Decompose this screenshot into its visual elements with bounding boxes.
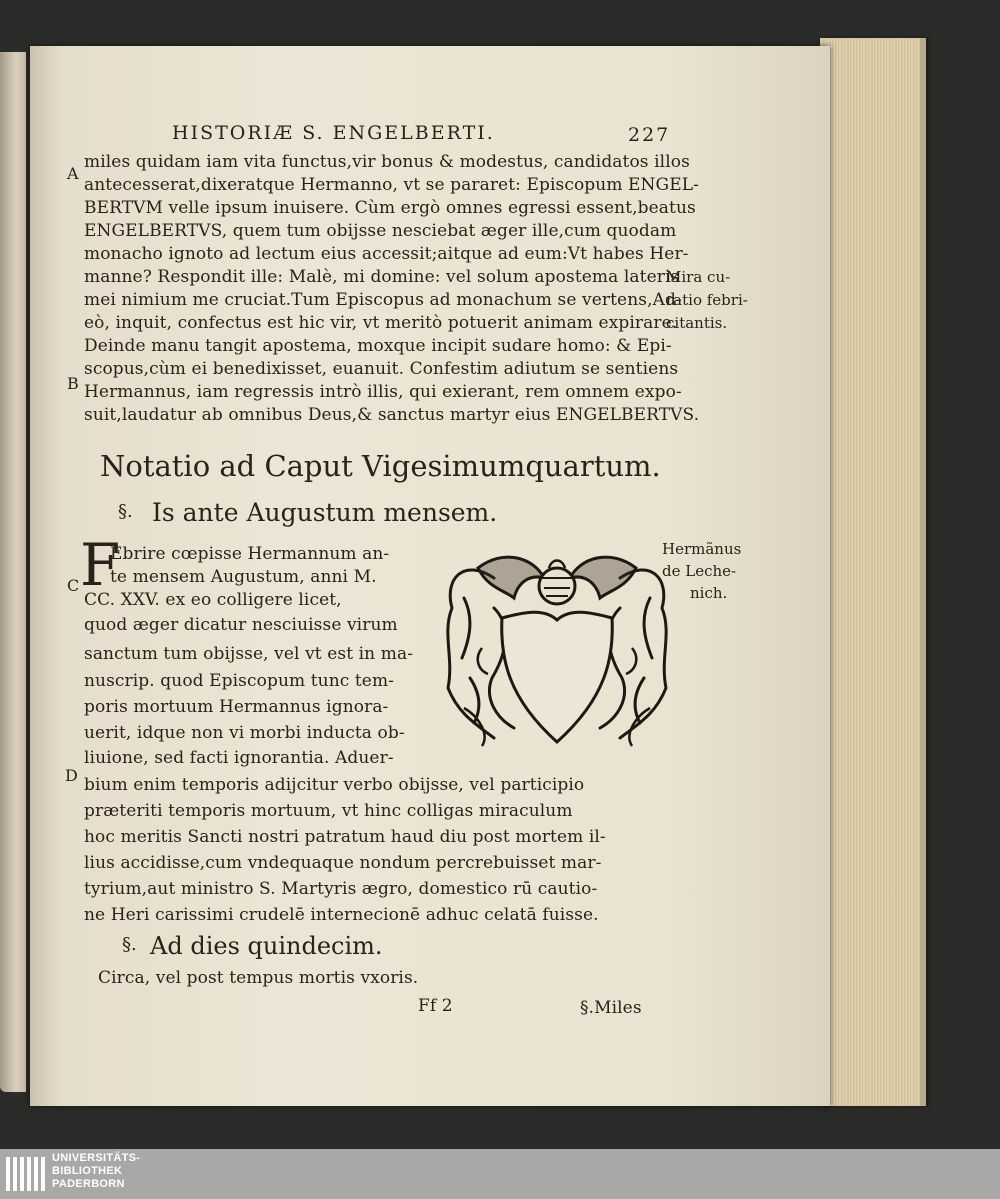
text-line: ENGELBERTVS, quem tum obijsse nesciebat æger ille,cum quodam [84, 221, 677, 241]
text-line: mei nimium me cruciat.Tum Episcopus ad monachum se vertens,Ad- [84, 290, 682, 310]
text-line: bium enim temporis adijcitur verbo obijsse, vel participio [84, 775, 585, 795]
margin-note-line: Hermãnus [662, 540, 742, 558]
library-name [52, 1152, 140, 1191]
text-line: Deinde manu tangit apostema, moxque incipit sudare homo: & Epi- [84, 336, 672, 356]
text-line: lius accidisse,cum vndequaque nondum percrebuisset mar- [84, 853, 602, 873]
text-line: Ebrire cœpisse Hermannum an- [110, 544, 390, 564]
signature-mark: Ff 2 [418, 996, 453, 1016]
library-name-line: UNIVERSITÄTS- [52, 1152, 141, 1164]
text-line: antecesserat,dixeratque Hermanno, vt se pararet: Episcopum ENGEL- [84, 175, 699, 195]
text-line: sanctum tum obijsse, vel vt est in ma- [84, 644, 414, 664]
text-line: nuscrip. quod Episcopum tunc tem- [84, 671, 395, 691]
text-line: monacho ignoto ad lectum eius accessit;aitque ad eum:Vt habes Her- [84, 244, 689, 264]
text-line: Hermannus, iam regressis intrò illis, qui exierant, rem omnem expo- [84, 382, 682, 402]
text-line: suit,laudatur ab omnibus Deus,& sanctus martyr eius ENGELBERTVS. [84, 405, 700, 425]
margin-note-line: citantis. [666, 314, 728, 332]
book-fore-edge [820, 38, 926, 1106]
text-line: miles quidam iam vita functus,vir bonus & modestus, candidatos illos [84, 152, 690, 172]
margin-note-line: ratio febri- [666, 291, 748, 309]
text-line: quod æger dicatur nesciuisse virum [84, 615, 398, 635]
section-title-1: Is ante Augustum mensem. [152, 498, 498, 527]
section-letter-b: B [67, 374, 79, 393]
text-line: liuione, sed facti ignorantia. Aduer- [84, 748, 394, 768]
text-line: manne? Respondit ille: Malè, mi domine: vel solum apostema lateris [84, 267, 680, 287]
text-line: ne Heri carissimi crudelē internecionē adhuc celatā fuisse. [84, 905, 599, 925]
library-name-line: BIBLIOTHEK [52, 1165, 123, 1177]
running-title: HISTORIÆ S. ENGELBERTI. [172, 122, 495, 144]
paragraph-3: Circa, vel post tempus mortis vxoris. [98, 968, 419, 988]
previous-page-edge [0, 52, 26, 1092]
text-line: scopus,cùm ei benedixisset, euanuit. Confestim adiutum se sentiens [84, 359, 679, 379]
text-line: hoc meritis Sancti nostri patratum haud diu post mortem il- [84, 827, 606, 847]
margin-note-line: de Leche- [662, 562, 737, 580]
catchword: §.Miles [580, 998, 642, 1018]
section-letter-c: C [67, 576, 80, 595]
section-letter-d: D [65, 766, 78, 785]
coat-of-arms-woodcut [434, 538, 680, 752]
section-letter-a: A [67, 164, 79, 183]
library-footer [0, 1149, 1000, 1199]
text-line: poris mortuum Hermannus ignora- [84, 697, 389, 717]
section-title-2: Ad dies quindecim. [150, 932, 383, 960]
library-logo-icon [6, 1153, 46, 1195]
text-line: BERTVM velle ipsum inuisere. Cùm ergò omnes egressi essent,beatus [84, 198, 696, 218]
drop-cap: F [80, 531, 121, 599]
text-line: præteriti temporis mortuum, vt hinc colligas miraculum [84, 801, 573, 821]
text-line: uerit, idque non vi morbi inducta ob- [84, 723, 405, 743]
library-name-line: PADERBORN [52, 1178, 125, 1190]
margin-note-line: nich. [690, 584, 728, 602]
section-mark-1: §. [118, 501, 133, 522]
margin-note-line: Mira cu- [666, 268, 731, 286]
section-mark-2: §. [122, 934, 137, 955]
chapter-heading: Notatio ad Caput Vigesimumquartum. [100, 449, 661, 483]
page-number: 227 [628, 124, 671, 146]
text-line: tyrium,aut ministro S. Martyris ægro, domestico rū cautio- [84, 879, 598, 899]
text-line: eò, inquit, confectus est hic vir, vt meritò potuerit animam expirare. [84, 313, 678, 333]
text-line: CC. XXV. ex eo colligere licet, [84, 590, 342, 610]
text-line: te mensem Augustum, anni M. [110, 567, 377, 587]
